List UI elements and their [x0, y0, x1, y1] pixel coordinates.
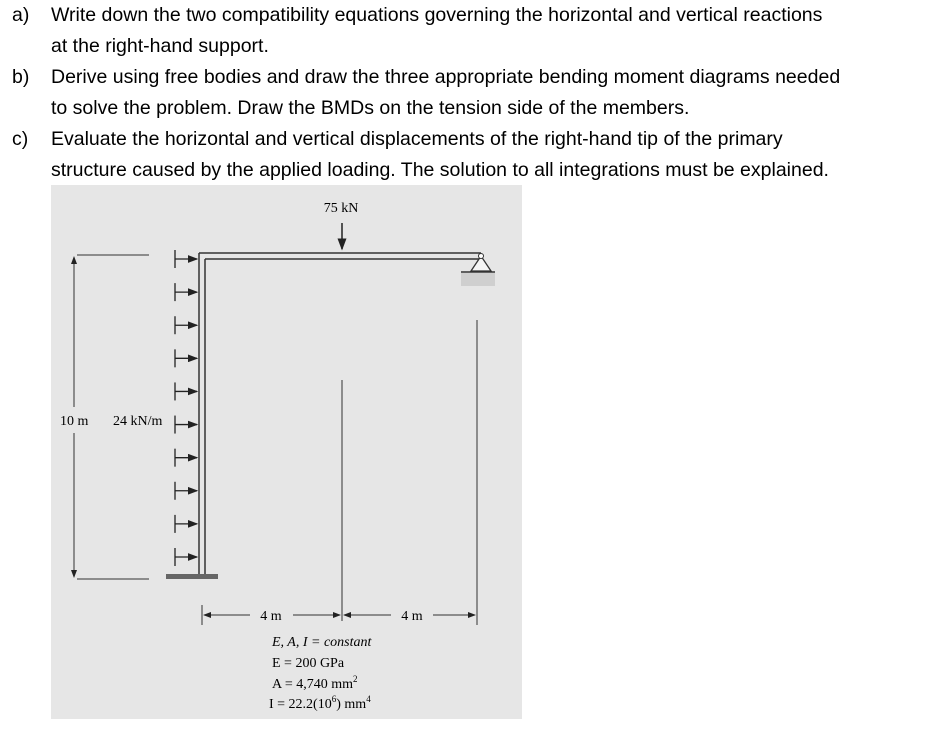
question-a-line-1: Write down the two compatibility equations governing the horizontal and vertical reactions	[51, 4, 823, 26]
frame-column	[199, 253, 205, 575]
span-left-label: 4 m	[260, 609, 282, 624]
span-right-label: 4 m	[401, 609, 423, 624]
question-b-line-1: Derive using free bodies and draw the three appropriate bending moment diagrams needed	[51, 66, 841, 88]
height-dimension-label: 10 m	[60, 414, 89, 429]
question-a-line-2: at the right-hand support.	[51, 35, 269, 57]
question-b-line-2: to solve the problem. Draw the BMDs on the tension side of the members.	[51, 97, 690, 119]
distributed-load-label: 24 kN/m	[113, 414, 163, 429]
material-properties	[269, 635, 373, 712]
props-line-3: A = 4,740 $mm^2$	[272, 674, 358, 692]
frame-figure	[51, 185, 522, 719]
props-line-4: $I = 22.2(10^6)$ $mm^4$	[269, 694, 371, 712]
fixed-support	[166, 574, 218, 579]
distributed-load-arrows	[175, 250, 197, 566]
question-c-line-1: Evaluate the horizontal and vertical displacements of the right-hand tip of the primary	[51, 128, 783, 150]
props-line-1: E, A, I = constant	[272, 635, 372, 650]
props-line-2: E = 200 GPa	[272, 656, 345, 671]
question-c-label: c)	[12, 128, 29, 150]
question-a-label: a)	[12, 4, 30, 26]
question-b-label: b)	[12, 66, 30, 88]
point-load-label: 75 kN	[323, 201, 359, 216]
frame-diagram	[51, 185, 522, 719]
question-c-line-2: structure caused by the applied loading. The solution to all integrations must be explained.	[51, 159, 829, 181]
frame-beam	[199, 253, 481, 259]
span-dimension	[202, 605, 475, 625]
